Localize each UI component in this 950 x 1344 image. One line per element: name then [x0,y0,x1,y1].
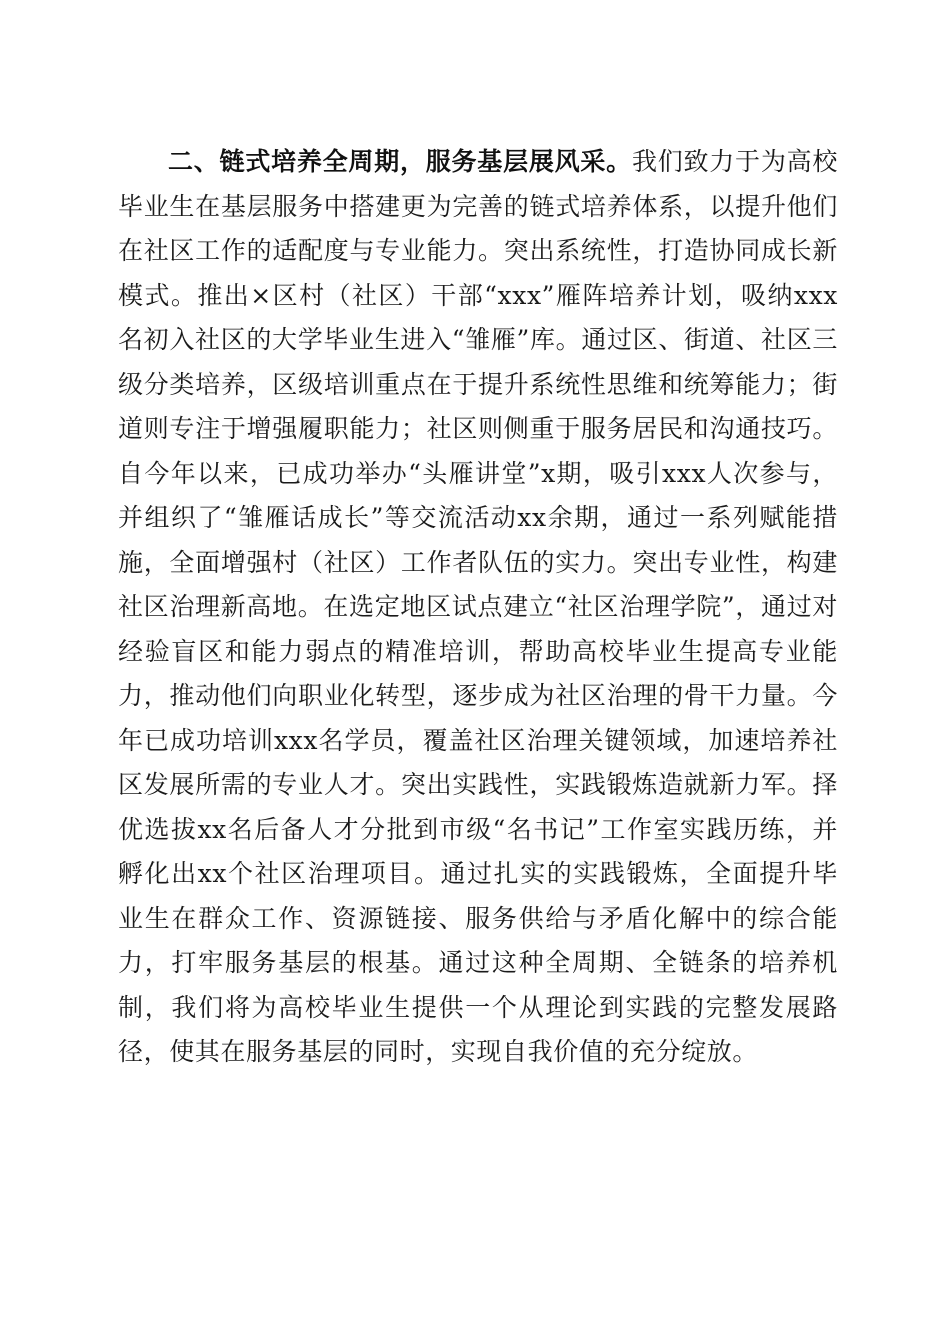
paragraph-text: 我们致力于为高校毕业生在基层服务中搭建更为完善的链式培养体系，以提升他们在社区工作的适配度与专业能力。突出系统性，打造协同成长新模式。推出×区村（社区）干部“xxx”雁阵培养计划，吸纳xxx名初入社区的大学毕业生进入“雏雁”库。通过区、街道、社区三级分类培养，区级培训重点在于提升系统性思维和统筹能力；街道则专注于增强履职能力；社区则侧重于服务居民和沟通技巧。自今年以来，已成功举办“头雁讲堂”x期，吸引xxx人次参与，并组织了“雏雁话成长”等交流活动xx余期，通过一系列赋能措施，全面增强村（社区）工作者队伍的实力。突出专业性，构建社区治理新高地。在选定地区试点建立“社区治理学院”，通过对经验盲区和能力弱点的精准培训，帮助高校毕业生提高专业能力，推动他们向职业化转型，逐步成为社区治理的骨干力量。今年已成功培训xxx名学员，覆盖社区治理关键领域，加速培养社区发展所需的专业人才。突出实践性，实践锻炼造就新力军。择优选拔xx名后备人才分批到市级“名书记”工作室实践历练，并孵化出xx个社区治理项目。通过扎实的实践锻炼，全面提升毕业生在群众工作、资源链接、服务供给与矛盾化解中的综合能力，打牢服务基层的根基。通过这种全周期、全链条的培养机制，我们将为高校毕业生提供一个从理论到实践的完整发展路径，使其在服务基层的同时，实现自我价值的充分绽放。 [118,147,838,1066]
body-paragraph [118,140,838,1075]
section-heading: 二、链式培养全周期，服务基层展风采。 [168,147,632,176]
